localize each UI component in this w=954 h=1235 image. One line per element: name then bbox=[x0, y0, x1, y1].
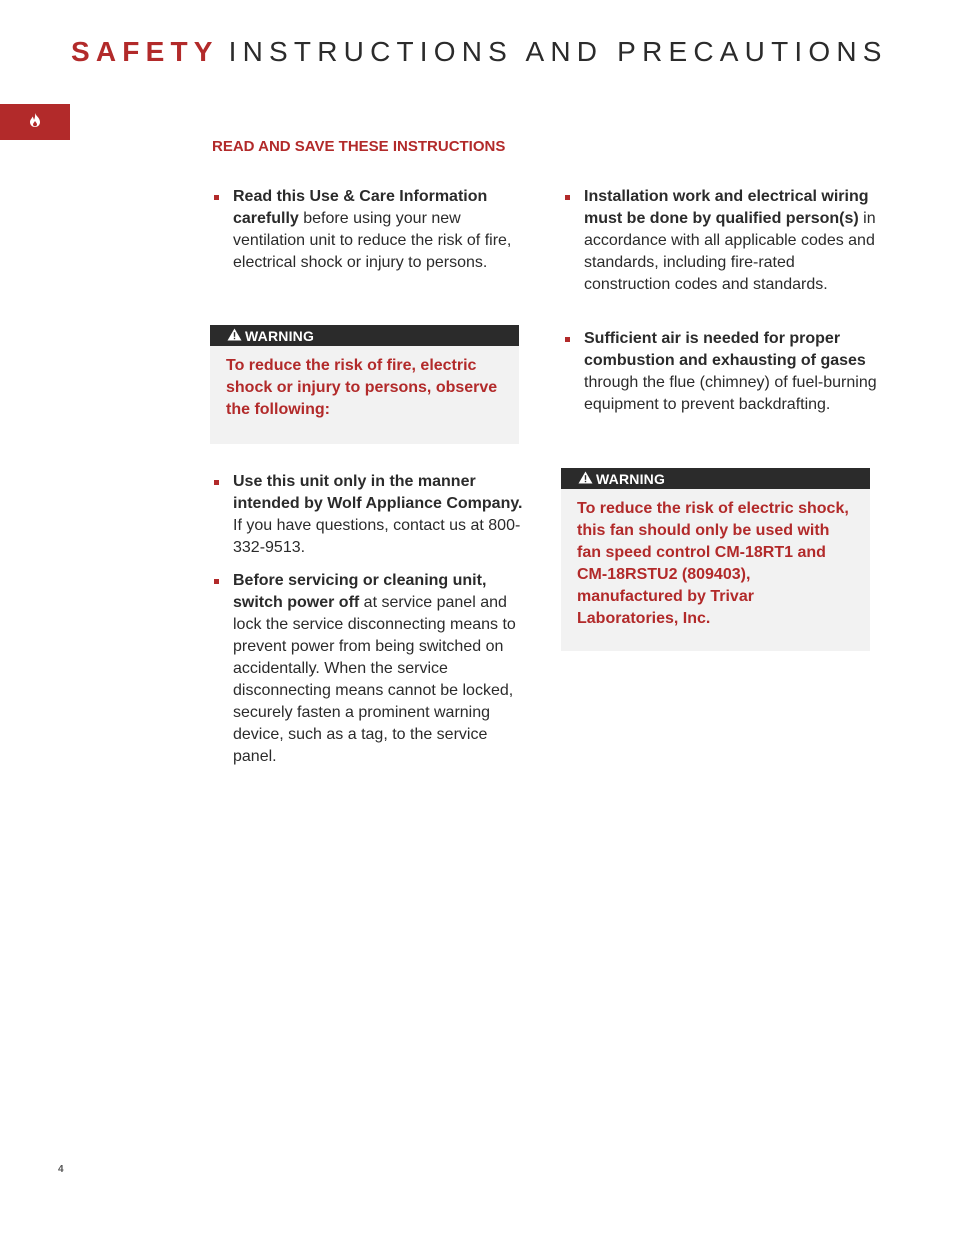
bullet-text: at service panel and lock the service disconnecting means to prevent power from being switched on accidentally. When the service disconnecting means cannot be locked, securely fasten a prominent warning device, such as a tag, to the service panel. bbox=[233, 594, 516, 765]
warning-triangle-icon bbox=[578, 471, 596, 487]
list-item bbox=[233, 471, 523, 559]
bullet-text: before using your new ventilation unit to reduce the risk of fire, electrical shock or injury to persons. bbox=[233, 210, 512, 271]
warning-label: WARNING bbox=[245, 327, 315, 344]
bullet-bold-text: Installation work and electrical wiring must be done by qualified person(s) bbox=[584, 188, 869, 227]
bullet-bold-text: Use this unit only in the manner intended by Wolf Appliance Company. bbox=[233, 473, 523, 512]
section-heading: READ AND SAVE THESE INSTRUCTIONS bbox=[212, 138, 506, 155]
bullet-bold-text: Before servicing or cleaning unit, switch power off bbox=[233, 572, 487, 611]
bullet-text: in accordance with all applicable codes and standards, including fire-rated construction codes and standards. bbox=[584, 210, 876, 293]
page-number: 4 bbox=[58, 1164, 64, 1175]
warning-box bbox=[210, 325, 519, 444]
warning-header bbox=[561, 468, 870, 489]
warning-text: To reduce the risk of electric shock, this fan should only be used with fan speed control CM-18RT1 and CM-18RSTU2 (809403), manufactured by Trivar Laboratories, Inc. bbox=[577, 500, 849, 627]
warning-text: To reduce the risk of fire, electric shock or injury to persons, observe the following: bbox=[226, 357, 498, 418]
bullet-text: If you have questions, contact us at 800-332-9513. bbox=[233, 517, 521, 556]
section-tab bbox=[0, 104, 70, 140]
page-title bbox=[71, 36, 888, 68]
page-title-accent: SAFETY bbox=[71, 36, 219, 67]
bullet-bold-text: Read this Use & Care Information carefully bbox=[233, 188, 488, 227]
warning-box bbox=[561, 468, 870, 651]
list-item bbox=[233, 570, 531, 768]
warning-header bbox=[210, 325, 519, 346]
flame-icon bbox=[29, 113, 41, 132]
bullet-bold-text: Sufficient air is needed for proper combustion and exhausting of gases bbox=[584, 330, 866, 369]
warning-label: WARNING bbox=[596, 470, 666, 487]
bullet-text: through the flue (chimney) of fuel-burning equipment to prevent backdrafting. bbox=[584, 374, 877, 413]
list-item bbox=[584, 186, 884, 296]
list-item bbox=[584, 328, 890, 416]
list-item bbox=[233, 186, 533, 274]
page-title-rest: INSTRUCTIONS AND PRECAUTIONS bbox=[228, 36, 888, 67]
warning-triangle-icon bbox=[227, 328, 245, 344]
